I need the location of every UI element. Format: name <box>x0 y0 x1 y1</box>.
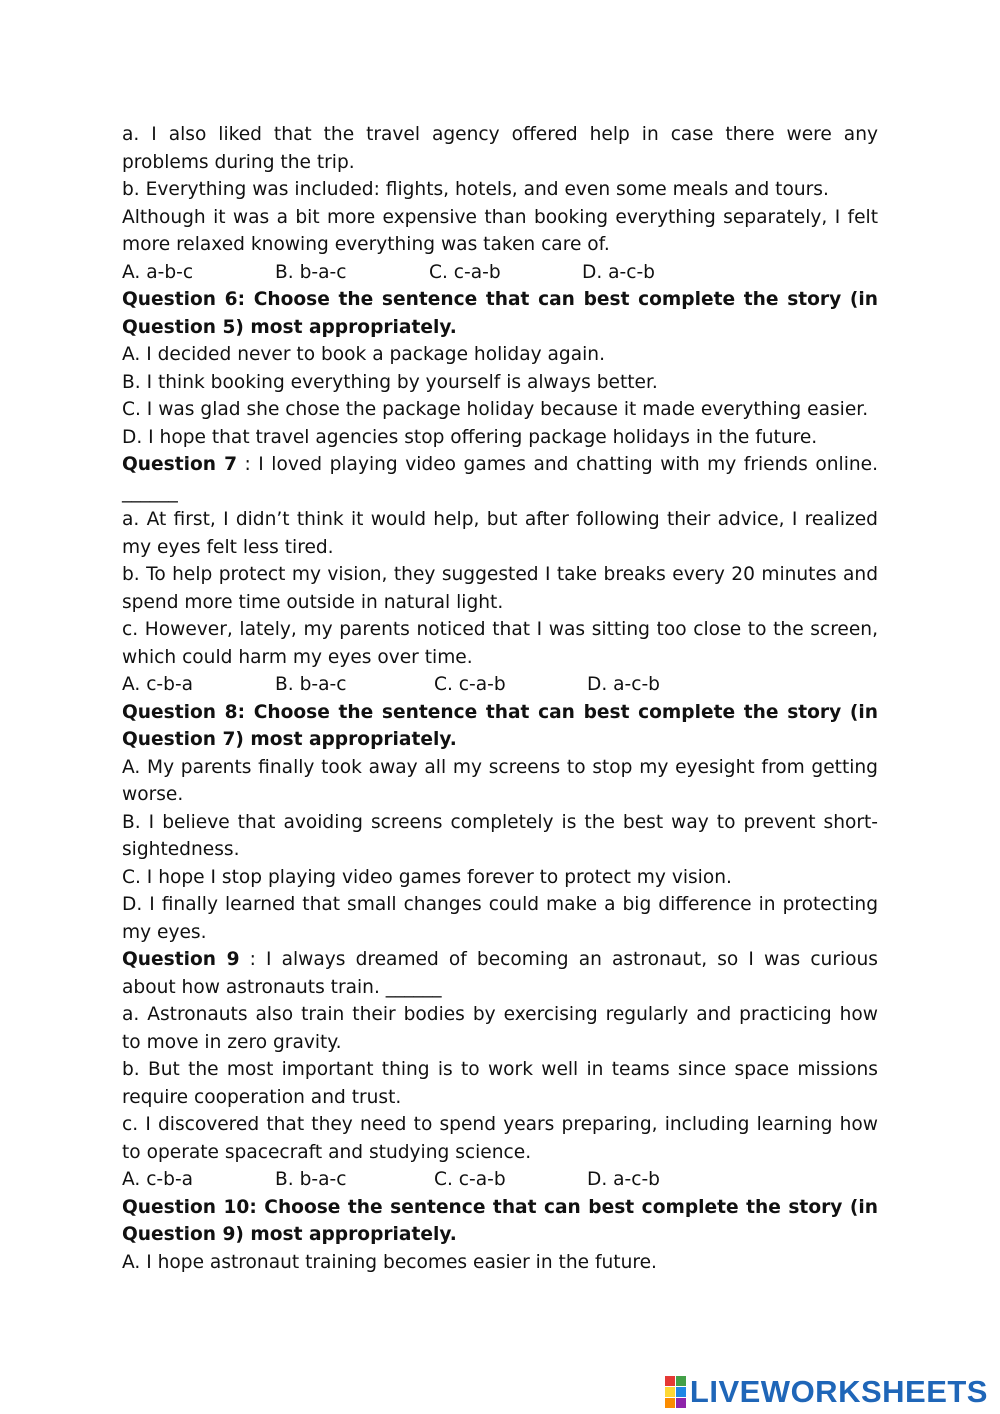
q10-title: Question 10: Choose the sentence that can best complete the story (in Question 9) most appropriately. <box>122 1196 878 1245</box>
q6-title: Question 6: Choose the sentence that can best complete the story (in Question 5) most appropriately. <box>122 289 878 338</box>
q5-option-a[interactable]: A. a-b-c <box>122 261 194 283</box>
q7-item-c: c. However, lately, my parents noticed that I was sitting too close to the screen, which could harm my eyes over time. <box>122 619 878 668</box>
q5-item-a: a. I also liked that the travel agency offered help in case there were any problems during the trip. <box>122 124 878 173</box>
q7-item-b: b. To help protect my vision, they suggested I take breaks every 20 minutes and spend more time outside in natural light. <box>122 564 878 613</box>
worksheet-page <box>122 121 878 1276</box>
q8-option-a[interactable]: A. My parents finally took away all my screens to stop my eyesight from getting worse. <box>122 756 878 805</box>
liveworksheets-logo <box>665 1374 988 1410</box>
q7-prompt <box>122 451 878 506</box>
q6-option-d[interactable]: D. I hope that travel agencies stop offering package holidays in the future. <box>122 426 818 448</box>
q6-option-a[interactable]: A. I decided never to book a package holiday again. <box>122 344 605 365</box>
q7-option-b[interactable]: B. b-a-c <box>275 674 347 695</box>
q7-options <box>122 671 878 699</box>
q8-option-d[interactable]: D. I finally learned that small changes could make a big difference in protecting my eyes. <box>122 894 878 943</box>
q9-intro: : I always dreamed of becoming an astronaut, so I was curious about how astronauts train. ______ <box>122 949 878 998</box>
q7-option-a[interactable]: A. c-b-a <box>122 674 194 695</box>
logo-block <box>665 1387 675 1397</box>
q9-prompt <box>122 946 878 1001</box>
q8-title: Question 8: Choose the sentence that can best complete the story (in Question 7) most appropriately. <box>122 701 878 750</box>
brand-name: LIVEWORKSHEETS <box>689 1374 988 1409</box>
logo-block <box>665 1376 675 1386</box>
q8-option-c[interactable]: C. I hope I stop playing video games forever to protect my vision. <box>122 866 732 888</box>
logo-block <box>676 1387 686 1397</box>
q5-option-c[interactable]: C. c-a-b <box>429 261 501 283</box>
q5-story-end: Although it was a bit more expensive than booking everything separately, I felt more relaxed knowing everything was taken care of. <box>122 206 878 255</box>
q9-label: Question 9 <box>122 949 240 970</box>
q9-item-c: c. I discovered that they need to spend years preparing, including learning how to operate spacecraft and studying science. <box>122 1114 878 1163</box>
q5-option-d[interactable]: D. a-c-b <box>582 261 655 283</box>
logo-blocks-icon <box>665 1376 686 1408</box>
q7-option-c[interactable]: C. c-a-b <box>434 674 506 695</box>
logo-block <box>676 1376 686 1386</box>
q9-item-a: a. Astronauts also train their bodies by exercising regularly and practicing how to move in zero gravity. <box>122 1004 878 1053</box>
q9-options <box>122 1166 878 1194</box>
q6-option-b[interactable]: B. I think booking everything by yourself is always better. <box>122 371 658 393</box>
q7-item-a: a. At first, I didn’t think it would help, but after following their advice, I realized my eyes felt less tired. <box>122 509 878 558</box>
q9-option-c[interactable]: C. c-a-b <box>434 1169 506 1190</box>
q5-options <box>122 259 878 287</box>
q9-option-b[interactable]: B. b-a-c <box>275 1169 347 1190</box>
q9-item-b: b. But the most important thing is to work well in teams since space missions require cooperation and trust. <box>122 1059 878 1108</box>
q8-option-b[interactable]: B. I believe that avoiding screens completely is the best way to prevent short-sightedness. <box>122 811 878 860</box>
q9-option-a[interactable]: A. c-b-a <box>122 1169 194 1190</box>
q7-option-d[interactable]: D. a-c-b <box>587 674 660 695</box>
q9-option-d[interactable]: D. a-c-b <box>587 1169 660 1190</box>
q6-option-c[interactable]: C. I was glad she chose the package holiday because it made everything easier. <box>122 399 869 420</box>
logo-block <box>676 1398 686 1408</box>
logo-block <box>665 1398 675 1408</box>
q5-option-b[interactable]: B. b-a-c <box>275 261 347 283</box>
q7-label: Question 7 <box>122 454 238 475</box>
q5-item-b: b. Everything was included: flights, hotels, and even some meals and tours. <box>122 179 829 200</box>
q7-intro: : I loved playing video games and chatting with my friends online. ______ <box>122 454 878 503</box>
q10-option-a[interactable]: A. I hope astronaut training becomes easier in the future. <box>122 1251 657 1273</box>
